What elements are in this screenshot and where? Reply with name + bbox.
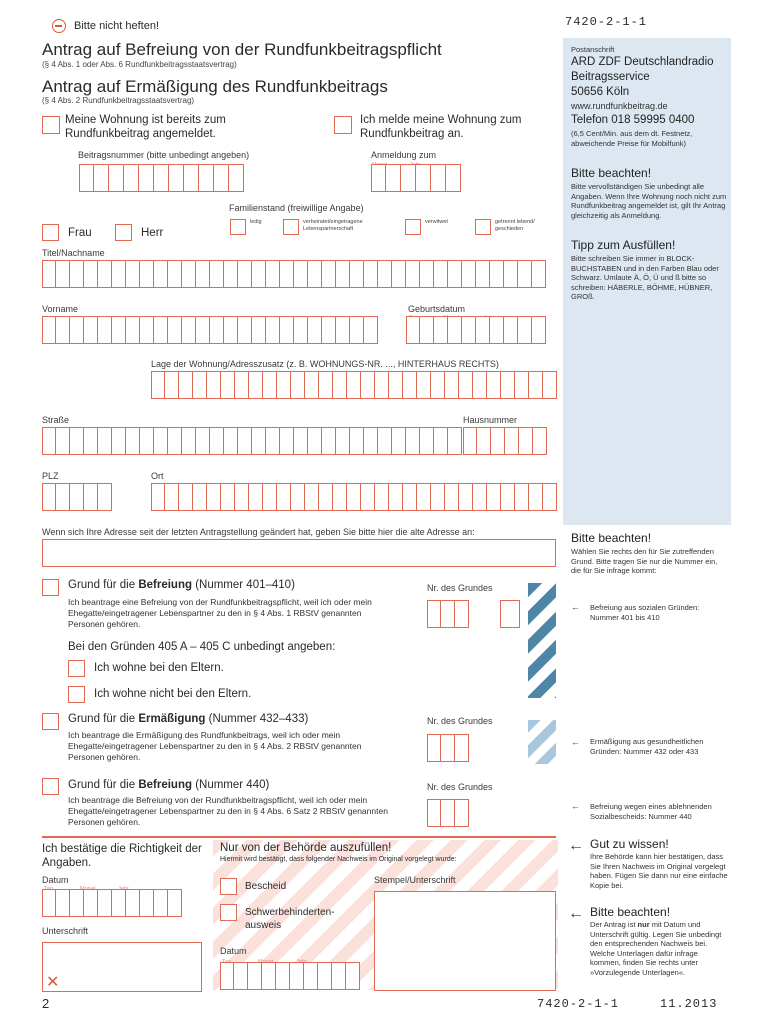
title-exemption: Antrag auf Befreiung von der Rundfunkbeitragspflicht [42, 40, 442, 59]
mr-checkbox[interactable] [115, 224, 132, 241]
reason1-letter-field[interactable] [500, 600, 520, 628]
no-staple-text: Bitte nicht heften! [74, 20, 159, 32]
reason2-number-label: Nr. des Grundes [427, 716, 493, 726]
address-line3: 50656 Köln [571, 86, 630, 98]
note1-text: Bitte vervollständigen Sie unbedingt alle Angaben. Wenn Ihre Wohnung noch nicht zum Rundfunkbeitrag angemeldet ist, gilt Ihr Antrag gleichzeitig als Anmeldung. [571, 182, 727, 220]
good-to-know-text: Ihre Behörde kann hier bestätigen, dass Sie Ihren Nachweis im Original vorgelegt haben. Fügen Sie dann nur eine einfache Kopie bei. [590, 852, 728, 890]
website-link[interactable]: www.rundfunkbeitrag.de [571, 101, 668, 111]
already-registered-label: Meine Wohnung ist bereits zum Rundfunkbeitrag angemeldet. [65, 114, 226, 140]
address-line1: ARD ZDF Deutschlandradio [571, 56, 714, 68]
title-reduction: Antrag auf Ermäßigung des Rundfunkbeitrags [42, 77, 388, 96]
address-addition-field[interactable] [151, 371, 557, 399]
signature-field[interactable] [42, 942, 202, 992]
old-address-field[interactable] [42, 539, 556, 567]
disabled-id-label: Schwerbehinderten-ausweis [245, 907, 335, 931]
reason-exemption-extra: Bei den Gründen 405 A – 405 C unbedingt angeben: [68, 641, 336, 653]
reason-exemption440-heading: Grund für die Befreiung (Nummer 440) [68, 779, 270, 791]
tip-text: Bitte schreiben Sie immer in BLOCK-BUCHSTABEN und in den Farben Blau oder Schwarz. Umlaute Ä, Ö, Ü und ß bitte so schreiben: HÄBERLE, BÖHME, HÜBNER, GROß. [571, 254, 719, 301]
authority-date-field[interactable] [220, 962, 360, 990]
reason-reduction-text: Ich beantrage die Ermäßigung des Rundfunkbeitrags, weil ich oder mein Ehegatte/eingetragener Lebenspartner zu den in § 4 Abs. 2 RBStV genannten Personen gehören. [68, 730, 362, 762]
reason-reduction-checkbox[interactable] [42, 713, 59, 730]
city-label: Ort [151, 471, 164, 481]
reason1-number-label: Nr. des Grundes [427, 583, 493, 593]
footer-code: 7420-2-1-1 [537, 997, 620, 1011]
stamp-field[interactable] [374, 891, 556, 991]
authority-title: Nur von der Behörde auszufüllen! [220, 842, 392, 854]
zip-field[interactable] [42, 483, 112, 511]
hint-health: Ermäßigung aus gesundheitlichen Gründen: Nummer 432 oder 433 [590, 737, 704, 756]
arrow-left-icon: ← [571, 602, 580, 612]
phone-note: (6,5 Cent/Min. aus dem dt. Festnetz, abweichende Preise für Mobilfunk) [571, 129, 693, 148]
section-divider [42, 836, 556, 838]
contribution-number-label: Beitragsnummer (bitte unbedingt angeben) [78, 150, 250, 160]
good-to-know-title: Gut zu wissen! [590, 837, 669, 851]
authority-sub: Hiermit wird bestätigt, dass folgender Nachweis im Original vorgelegt wurde: [220, 856, 457, 863]
authority-date-label: Datum [220, 946, 247, 956]
reason3-number-label: Nr. des Grundes [427, 782, 493, 792]
separated-checkbox[interactable] [475, 219, 491, 235]
hint-social: Befreiung aus sozialen Gründen: Nummer 401 bis 410 [590, 603, 700, 622]
arrow-left-icon: ← [571, 801, 580, 811]
marital-status-label: Familienstand (freiwillige Angabe) [229, 203, 364, 213]
single-label: ledig [250, 219, 262, 225]
note3-text: Der Antrag ist nur mit Datum und Unterschrift gültig. Legen Sie unbedingt den entsprechenden Nachweis bei. Welche Unterlagen dafür infrage kommen, finden Sie rechts unter »Vorzulegende Unterlagen«. [590, 920, 722, 977]
separated-label: getrennt lebend/ geschieden [495, 219, 535, 232]
postal-address-label: Postanschrift [571, 45, 615, 54]
notice-label: Bescheid [245, 881, 287, 892]
register-now-label: Ich melde meine Wohnung zum Rundfunkbeitrag an. [360, 114, 522, 140]
not-with-parents-label: Ich wohne nicht bei den Eltern. [94, 688, 252, 700]
cross-mark-icon: ✕ [46, 974, 60, 991]
reason-exemption440-checkbox[interactable] [42, 778, 59, 795]
arrow-left-icon: ← [568, 905, 584, 922]
reason2-hatch [528, 720, 556, 764]
married-checkbox[interactable] [283, 219, 299, 235]
reason1-hatch [528, 583, 556, 698]
with-parents-label: Ich wohne bei den Eltern. [94, 662, 224, 674]
register-now-checkbox[interactable] [334, 116, 352, 134]
title-exemption-sub: (§ 4 Abs. 1 oder Abs. 6 Rundfunkbeitragsstaatsvertrag) [42, 60, 237, 69]
hint-rejection: Befreiung wegen eines ablehnenden Sozialbescheids: Nummer 440 [590, 802, 712, 821]
confirm-text: Ich bestätige die Richtigkeit der Angaben. [42, 843, 202, 869]
reason3-number-field[interactable] [427, 799, 469, 827]
stamp-label: Stempel/Unterschrift [374, 875, 456, 885]
note2-title: Bitte beachten! [571, 531, 652, 545]
firstname-field[interactable] [42, 316, 378, 344]
page-number: 2 [42, 996, 50, 1011]
registration-date-field[interactable] [371, 164, 461, 192]
form-code: 7420-2-1-1 [565, 15, 648, 29]
house-number-field[interactable] [463, 427, 547, 455]
address-line2: Beitragsservice [571, 71, 650, 83]
notice-checkbox[interactable] [220, 878, 237, 895]
mrs-checkbox[interactable] [42, 224, 59, 241]
note3-title: Bitte beachten! [590, 905, 671, 919]
title-lastname-label: Titel/Nachname [42, 248, 105, 258]
zip-label: PLZ [42, 471, 59, 481]
reason-exemption-heading: Grund für die Befreiung (Nummer 401–410) [68, 579, 295, 591]
arrow-left-icon: ← [571, 737, 580, 747]
lastname-field[interactable] [42, 260, 546, 288]
signature-label: Unterschrift [42, 926, 89, 936]
birthdate-field[interactable] [406, 316, 546, 344]
signature-date-field[interactable] [42, 889, 182, 917]
birthdate-label: Geburtsdatum [408, 304, 466, 314]
street-label: Straße [42, 415, 70, 425]
reason-exemption440-text: Ich beantrage die Befreiung von der Rundfunkbeitragspflicht, weil ich oder mein Ehegatte/eingetragener Lebenspartner zu den in § 4 Abs. 6 Satz 2 RBStV genannten Personen gehören. [68, 795, 388, 827]
reason2-number-field[interactable] [427, 734, 469, 762]
note2-text: Wählen Sie rechts den für Sie zutreffenden Grund. Bitte tragen Sie nur die Nummer ein, die für Sie infrage kommt: [571, 547, 718, 575]
arrow-left-icon: ← [568, 837, 584, 854]
city-field[interactable] [151, 483, 557, 511]
widowed-checkbox[interactable] [405, 219, 421, 235]
house-number-label: Hausnummer [463, 415, 518, 425]
single-checkbox[interactable] [230, 219, 246, 235]
registration-date-label: Anmeldung zum [371, 150, 437, 160]
mr-label: Herr [141, 227, 164, 239]
contribution-number-field[interactable] [79, 164, 244, 192]
mrs-label: Frau [68, 227, 92, 239]
reason1-number-field[interactable] [427, 600, 469, 628]
widowed-label: verwitwet [425, 219, 448, 225]
married-label: verheiratet/eingetragene Lebenspartnerschaft [303, 219, 363, 232]
street-field[interactable] [42, 427, 462, 455]
signature-date-label: Datum [42, 875, 69, 885]
with-parents-checkbox[interactable] [68, 660, 85, 677]
tip-title: Tipp zum Ausfüllen! [571, 238, 676, 252]
footer-date: 11.2013 [660, 997, 718, 1011]
phone-number: Telefon 018 59995 0400 [571, 114, 695, 126]
not-with-parents-checkbox[interactable] [68, 686, 85, 703]
address-addition-label: Lage der Wohnung/Adresszusatz (z. B. WOHNUNGS-NR. ..., HINTERHAUS RECHTS) [151, 359, 499, 369]
reason-exemption-checkbox[interactable] [42, 579, 59, 596]
no-staple-icon [52, 19, 66, 33]
reason-reduction-heading: Grund für die Ermäßigung (Nummer 432–433) [68, 713, 309, 725]
disabled-id-checkbox[interactable] [220, 904, 237, 921]
old-address-label: Wenn sich Ihre Adresse seit der letzten Antragstellung geändert hat, geben Sie bitte hier die alte Adresse an: [42, 527, 475, 537]
reason-exemption-text: Ich beantrage eine Befreiung von der Rundfunkbeitragspflicht, weil ich oder mein Ehegatte/eingetragener Lebenspartner zu den in § 4 Abs. 1 RBStV genannten Personen gehören. [68, 597, 372, 629]
note1-title: Bitte beachten! [571, 166, 652, 180]
title-reduction-sub: (§ 4 Abs. 2 Rundfunkbeitragsstaatsvertrag) [42, 96, 195, 105]
firstname-label: Vorname [42, 304, 79, 314]
already-registered-checkbox[interactable] [42, 116, 60, 134]
